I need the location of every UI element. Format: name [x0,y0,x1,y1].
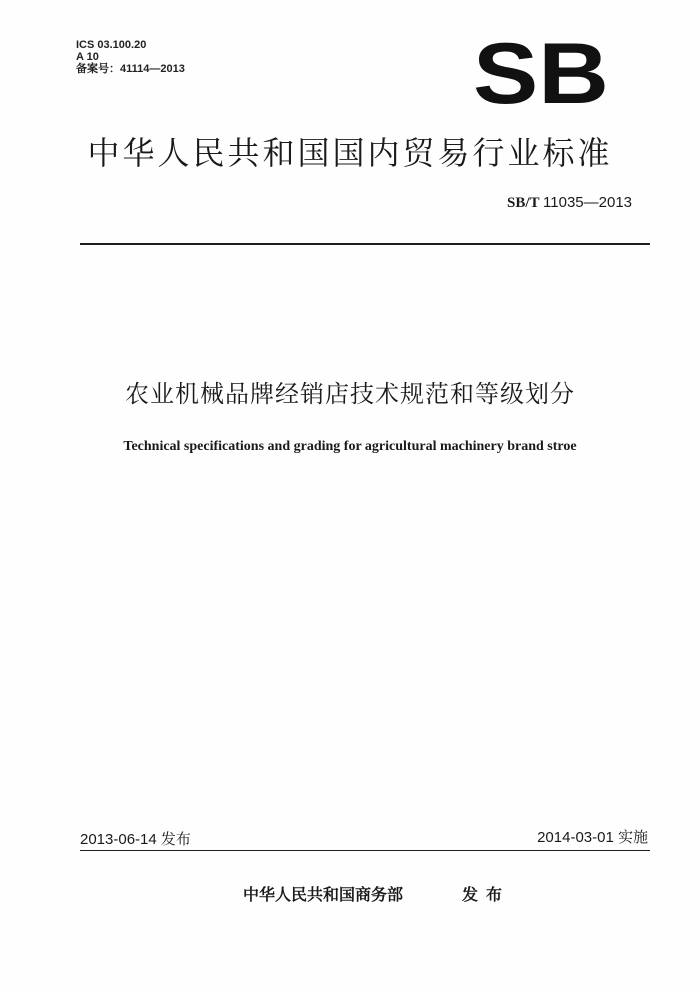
implementation-date: 2014-03-01 实施 [537,829,648,846]
document-title-english: Technical specifications and grading for agricultural machinery brand stroe [123,439,577,454]
standard-prefix: SB/T [507,195,540,211]
issuing-authority: 中华人民共和国商务部 [243,885,404,904]
filing-number: 备案号：41114—2013 [76,63,185,75]
issue-date: 2013-06-14 发布 [80,831,191,848]
ics-code: ICS 03.100.20 [76,39,147,51]
header-divider [80,243,650,245]
issuing-action: 发布 [462,885,511,904]
ccs-code: A 10 [76,51,99,63]
classification-block [76,39,185,75]
standard-number [507,194,632,212]
sb-logo-text: SB [473,41,609,109]
issuing-standard-category: 中华人民共和国国内贸易行业标准 [87,134,613,172]
document-title-chinese: 农业机械品牌经销店技术规范和等级划分 [125,380,575,408]
sb-logo [472,41,610,109]
standard-code: 11035—2013 [543,194,632,211]
footer-divider [80,850,650,851]
